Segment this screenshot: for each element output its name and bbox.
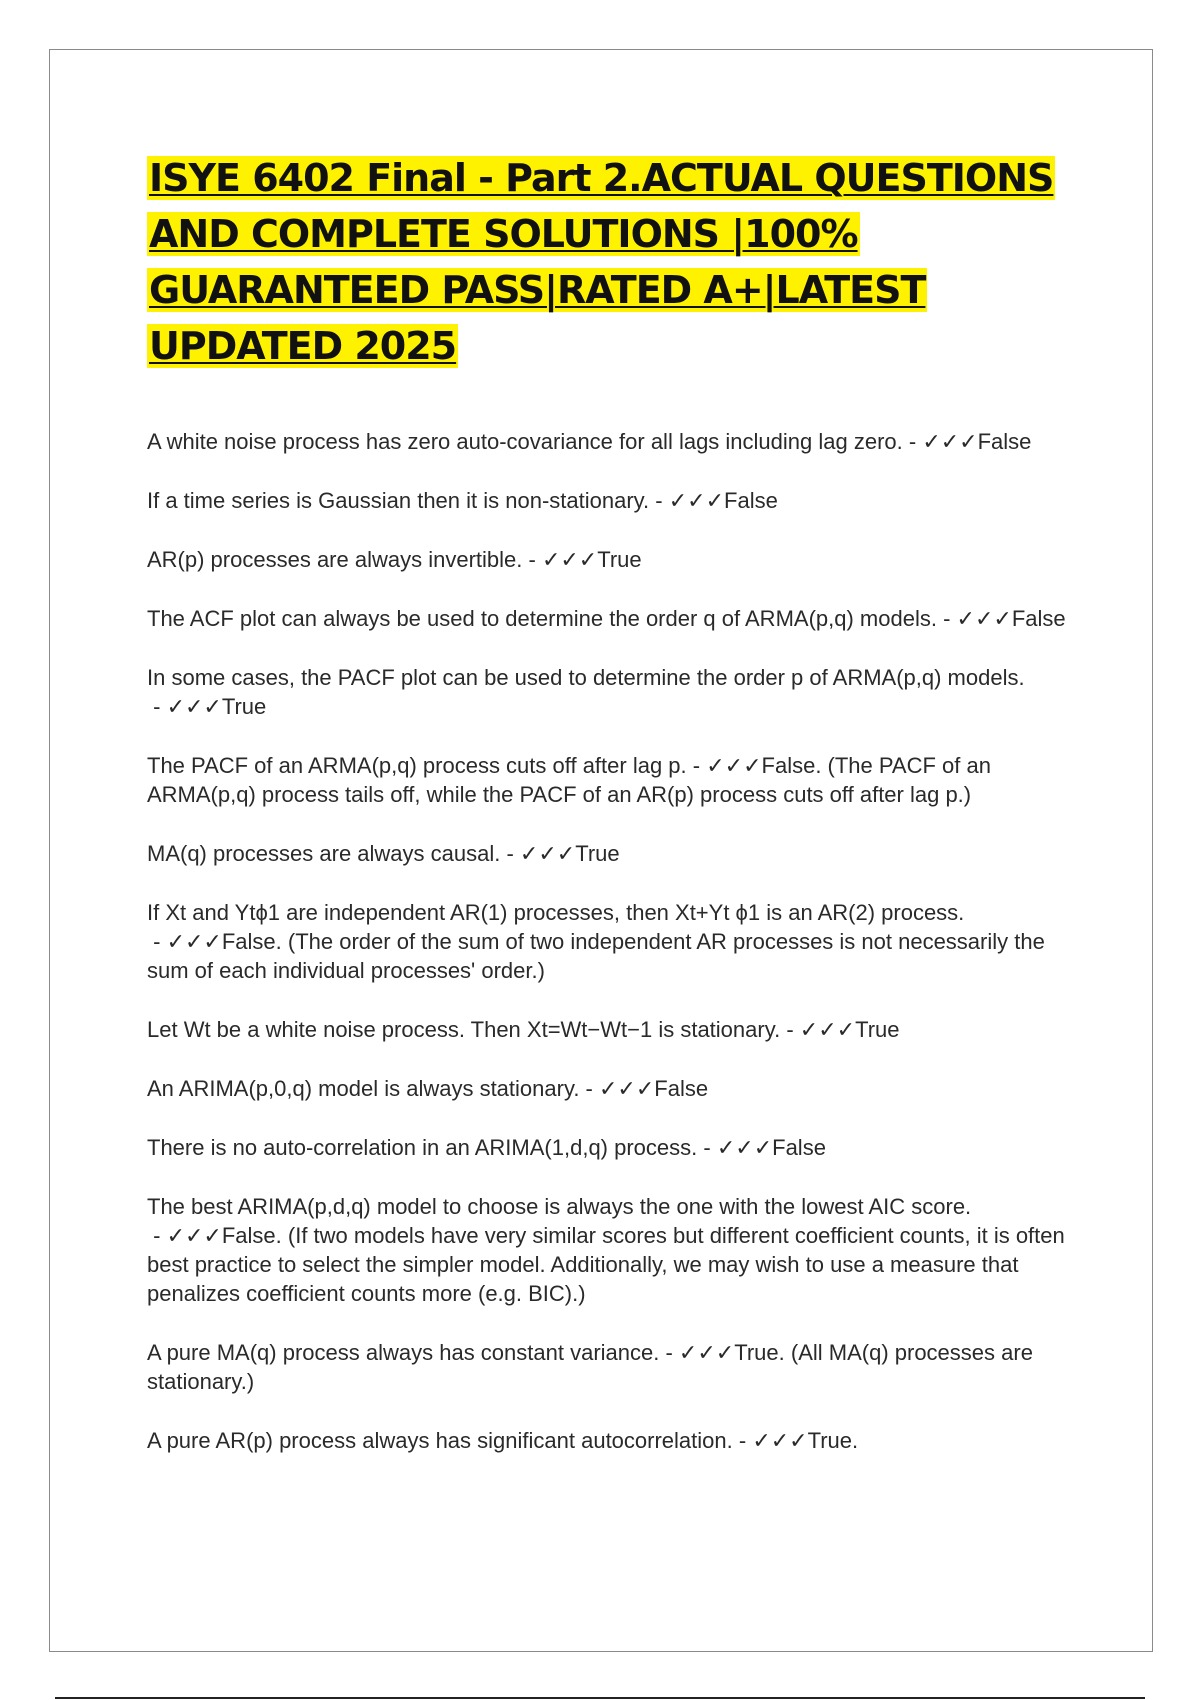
answer-text: ✓✓✓False. (If two models have very similar scores but different coefficient counts, it is often best practice to select the simpler model. Additionally, we may wish to use a measure that penalizes coefficient counts more (e.g. BIC).) xyxy=(147,1223,1065,1306)
answer-text: ✓✓✓True xyxy=(166,694,267,719)
answer-text: ✓✓✓True. (All MA(q) processes are stationary.) xyxy=(147,1340,1033,1394)
question-text: A white noise process has zero auto-covariance for all lags including lag zero. xyxy=(147,429,903,454)
answer-text: ✓✓✓False xyxy=(922,429,1032,454)
question-text: A pure AR(p) process always has significant autocorrelation. xyxy=(147,1428,733,1453)
answer-text: ✓✓✓False xyxy=(716,1135,826,1160)
qa-separator: - xyxy=(902,429,923,454)
question-text: A pure MA(q) process always has constant variance. xyxy=(147,1340,660,1365)
question-text: The best ARIMA(p,d,q) model to choose is always the one with the lowest AIC score. xyxy=(147,1194,972,1219)
qa-separator: - xyxy=(147,694,167,719)
question-text: The PACF of an ARMA(p,q) process cuts off after lag p. xyxy=(147,753,687,778)
qa-separator: - xyxy=(659,1340,679,1365)
qa-separator: - xyxy=(649,488,669,513)
question-text: The ACF plot can always be used to determine the order q of ARMA(p,q) models. xyxy=(147,606,937,631)
question-text: MA(q) processes are always causal. xyxy=(147,841,501,866)
question-text: If a time series is Gaussian then it is non-stationary. xyxy=(147,488,650,513)
qa-item xyxy=(147,839,1067,868)
question-text: Let Wt be a white noise process. Then Xt=Wt−Wt−1 is stationary. xyxy=(147,1017,781,1042)
qa-item xyxy=(147,663,1067,721)
answer-text: ✓✓✓False xyxy=(599,1076,709,1101)
answer-text: ✓✓✓False. (The PACF of an ARMA(p,q) process tails off, while the PACF of an AR(p) process cuts off after lag p.) xyxy=(147,753,991,807)
qa-item xyxy=(147,486,1067,515)
qa-item xyxy=(147,1074,1067,1103)
qa-separator: - xyxy=(147,1223,167,1248)
answer-text: ✓✓✓True xyxy=(799,1017,900,1042)
qa-separator: - xyxy=(780,1017,800,1042)
question-text: An ARIMA(p,0,q) model is always stationary. xyxy=(147,1076,580,1101)
qa-item xyxy=(147,751,1067,809)
qa-item xyxy=(147,1015,1067,1044)
answer-text: ✓✓✓False xyxy=(956,606,1066,631)
question-text: In some cases, the PACF plot can be used to determine the order p of ARMA(p,q) models. xyxy=(147,665,1025,690)
document-page xyxy=(49,49,1153,1652)
qa-item xyxy=(147,1133,1067,1162)
title-highlight: ISYE 6402 Final - Part 2.ACTUAL QUESTIONS AND COMPLETE SOLUTIONS |100% GUARANTEED PASS|RATED A+|LATEST UPDATED 2025 xyxy=(149,156,1054,368)
question-text: There is no auto-correlation in an ARIMA(1,d,q) process. xyxy=(147,1135,698,1160)
qa-separator: - xyxy=(936,606,957,631)
question-text: AR(p) processes are always invertible. xyxy=(147,547,523,572)
qa-separator: - xyxy=(697,1135,717,1160)
qa-separator: - xyxy=(579,1076,599,1101)
qa-separator: - xyxy=(686,753,707,778)
answer-text: ✓✓✓True xyxy=(519,841,620,866)
answer-text: ✓✓✓True xyxy=(541,547,642,572)
qa-separator: - xyxy=(732,1428,753,1453)
answer-text: ✓✓✓False xyxy=(668,488,778,513)
qa-separator: - xyxy=(522,547,542,572)
qa-list xyxy=(147,427,1067,1455)
qa-separator: - xyxy=(147,929,167,954)
qa-item xyxy=(147,898,1067,985)
qa-item xyxy=(147,1426,1067,1455)
document-content xyxy=(147,150,1067,1485)
qa-item xyxy=(147,1192,1067,1308)
answer-text: ✓✓✓True. xyxy=(752,1428,859,1453)
qa-item xyxy=(147,1338,1067,1396)
qa-separator: - xyxy=(500,841,520,866)
qa-item xyxy=(147,545,1067,574)
document-title xyxy=(147,150,1067,374)
qa-item xyxy=(147,604,1067,633)
answer-text: ✓✓✓False. (The order of the sum of two independent AR processes is not necessarily the sum of each individual processes' order.) xyxy=(147,929,1045,983)
page-bottom-rule xyxy=(55,1697,1145,1699)
question-text: If Xt and Ytϕ1 are independent AR(1) processes, then Xt+Yt ϕ1 is an AR(2) process. xyxy=(147,900,965,925)
qa-item xyxy=(147,427,1067,456)
